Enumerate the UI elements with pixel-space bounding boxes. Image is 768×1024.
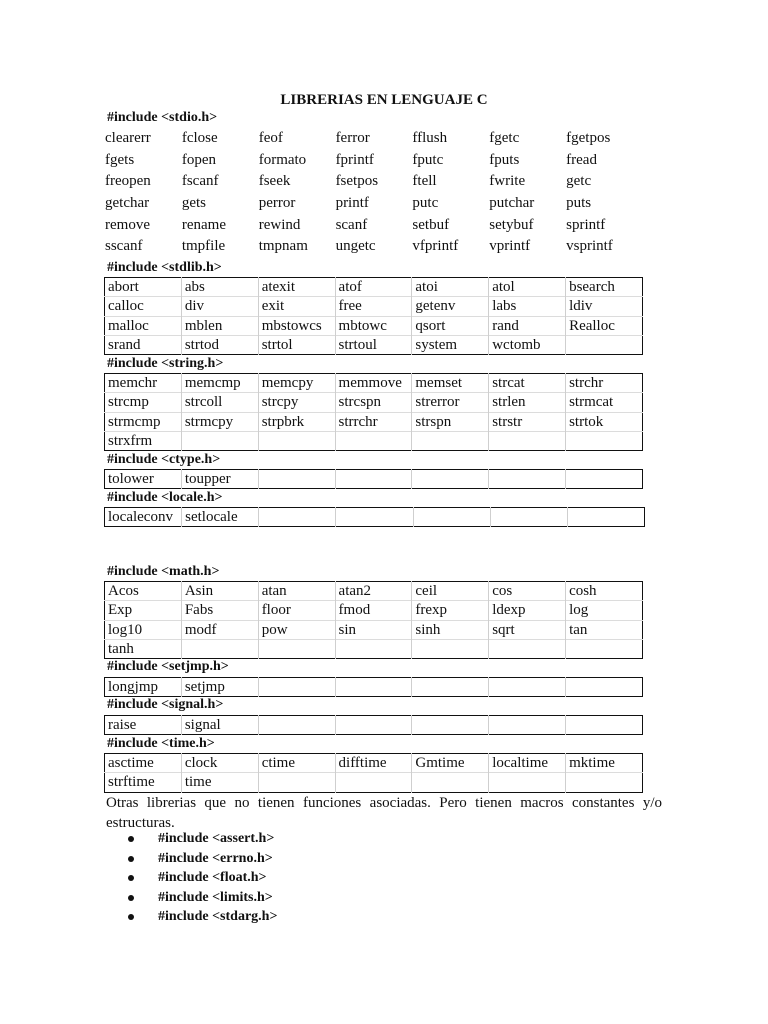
table-cell: strtod (181, 335, 258, 354)
table-cell: tanh (105, 639, 182, 658)
stdio-function: rename (181, 216, 226, 233)
stdio-function: clearerr (105, 130, 151, 146)
table-cell (412, 716, 489, 735)
table-cell (412, 431, 489, 450)
table-cell: memcmp (181, 374, 258, 393)
table-cell (258, 678, 335, 697)
table-cell: div (181, 297, 258, 316)
table-cell (335, 678, 412, 697)
ctype-table (104, 469, 643, 489)
table-cell: localtime (489, 754, 566, 773)
table-cell: bsearch (566, 278, 643, 297)
table-cell (567, 508, 644, 527)
table-cell: mktime (566, 754, 643, 773)
table-cell: mbstowcs (258, 316, 335, 335)
table-cell: strcspn (335, 393, 412, 412)
math-table (104, 581, 643, 659)
math-header: #include <math.h> (107, 564, 220, 579)
stdio-function: fread (566, 151, 597, 168)
stdio-function: sprintf (566, 216, 606, 233)
table-cell: tan (566, 620, 643, 639)
table-cell: mbtowc (335, 316, 412, 335)
table-cell: strspn (412, 412, 489, 431)
stdio-function: feof (258, 130, 283, 146)
stdio-function: freopen (105, 173, 151, 190)
signal-header: #include <signal.h> (107, 697, 224, 712)
table-cell (566, 639, 643, 658)
table-row (105, 601, 643, 620)
table-cell: strerror (412, 393, 489, 412)
table-cell: cosh (566, 582, 643, 601)
table-row (105, 754, 643, 773)
stdio-function: fclose (181, 130, 218, 146)
stdio-function: formato (258, 151, 307, 168)
stdio-function: ftell (412, 173, 437, 190)
table-cell: strcoll (181, 393, 258, 412)
table-cell (336, 508, 413, 527)
table-cell: wctomb (489, 335, 566, 354)
table-cell (258, 470, 335, 489)
stdio-function: fscanf (181, 173, 219, 190)
other-libraries-paragraph: Otras librerias que no tienen funciones asociadas. Pero tienen macros constantes y/o estructuras. (106, 795, 662, 831)
table-cell: atexit (258, 278, 335, 297)
table-cell (566, 773, 643, 792)
table-cell: ldexp (489, 601, 566, 620)
table-cell: strmcmp (105, 412, 182, 431)
table-cell (566, 716, 643, 735)
other-libraries-list (128, 829, 277, 927)
stdio-function: ferror (335, 130, 370, 146)
table-cell: sinh (412, 620, 489, 639)
stdio-function: remove (105, 216, 150, 233)
table-cell (566, 431, 643, 450)
table-cell (566, 678, 643, 697)
table-cell (412, 678, 489, 697)
table-cell (258, 639, 335, 658)
stdio-function: scanf (335, 216, 368, 233)
bullet-icon (128, 856, 134, 862)
table-row (105, 773, 643, 792)
table-cell (566, 335, 643, 354)
table-row (105, 620, 643, 639)
table-cell: free (335, 297, 412, 316)
stdio-function-grid (105, 128, 643, 258)
table-row (105, 335, 643, 354)
stdio-function: sscanf (105, 238, 143, 255)
list-item (128, 888, 277, 908)
stdlib-header: #include <stdlib.h> (107, 260, 222, 275)
table-cell: clock (181, 754, 258, 773)
table-row (105, 374, 643, 393)
table-cell: srand (105, 335, 182, 354)
table-cell: signal (181, 716, 258, 735)
table-cell: atan (258, 582, 335, 601)
stdio-function: fflush (412, 130, 448, 146)
table-cell: abs (181, 278, 258, 297)
time-table (104, 753, 643, 793)
list-item-label: #include <errno.h> (158, 850, 273, 866)
setjmp-table (104, 677, 643, 697)
table-cell: fmod (335, 601, 412, 620)
table-cell: Gmtime (412, 754, 489, 773)
table-cell: memchr (108, 375, 158, 392)
table-cell: tolower (108, 471, 154, 488)
string-header: #include <string.h> (107, 356, 224, 371)
stdio-function: putchar (489, 195, 535, 212)
table-cell: ctime (258, 754, 335, 773)
table-row (105, 316, 643, 335)
string-table (104, 373, 643, 451)
stdlib-table (104, 277, 643, 355)
table-cell: Realloc (566, 316, 643, 335)
table-cell (489, 639, 566, 658)
table-cell: strmcat (566, 393, 643, 412)
table-cell: longjmp (108, 679, 159, 696)
table-cell (335, 470, 412, 489)
table-cell (412, 639, 489, 658)
locale-header: #include <locale.h> (107, 490, 223, 505)
table-cell (335, 773, 412, 792)
table-cell (489, 678, 566, 697)
table-cell: log10 (105, 620, 182, 639)
stdio-header: #include <stdio.h> (107, 110, 218, 125)
table-cell: sin (335, 620, 412, 639)
table-cell: setjmp (181, 678, 258, 697)
table-cell: floor (258, 601, 335, 620)
table-cell: rand (489, 316, 566, 335)
time-header: #include <time.h> (107, 736, 215, 751)
table-cell: strlen (489, 393, 566, 412)
table-cell: strcmp (105, 393, 182, 412)
table-cell (181, 431, 258, 450)
table-cell: system (412, 335, 489, 354)
table-cell (335, 716, 412, 735)
table-cell: modf (181, 620, 258, 639)
stdio-function: fopen (181, 151, 216, 168)
list-item-label: #include <limits.h> (158, 889, 273, 905)
table-cell (412, 470, 489, 489)
locale-table (104, 507, 645, 527)
document-title: LIBRERIAS EN LENGUAJE C (280, 92, 488, 108)
table-cell: ldiv (566, 297, 643, 316)
stdio-function: tmpfile (181, 238, 226, 255)
table-cell (181, 639, 258, 658)
table-cell: atof (335, 278, 412, 297)
stdio-function: ungetc (335, 238, 376, 255)
table-cell: atan2 (335, 582, 412, 601)
stdio-function: vprintf (489, 238, 531, 255)
table-row (105, 297, 643, 316)
table-cell (259, 508, 336, 527)
table-row (105, 470, 643, 489)
list-item-label: #include <stdarg.h> (158, 909, 278, 924)
table-cell: strcpy (258, 393, 335, 412)
table-cell: Exp (105, 601, 182, 620)
table-row (105, 678, 643, 697)
stdio-function: fgetc (489, 130, 520, 146)
table-cell: frexp (412, 601, 489, 620)
table-cell (412, 773, 489, 792)
table-cell: getenv (412, 297, 489, 316)
table-cell: exit (258, 297, 335, 316)
table-cell (335, 639, 412, 658)
bullet-icon (128, 914, 134, 920)
stdio-function: fseek (258, 173, 291, 190)
stdio-function: rewind (258, 216, 301, 233)
bullet-icon (128, 895, 134, 901)
table-cell: malloc (105, 316, 182, 335)
table-cell: strchr (566, 374, 643, 393)
table-cell: log (566, 601, 643, 620)
table-cell: setlocale (182, 508, 259, 527)
table-row (105, 582, 643, 601)
list-item (128, 868, 277, 888)
table-cell: strtol (258, 335, 335, 354)
table-row (105, 431, 643, 450)
table-row (105, 639, 643, 658)
bullet-icon (128, 875, 134, 881)
stdio-function: gets (181, 195, 207, 212)
table-cell (489, 773, 566, 792)
stdio-function: getc (566, 173, 592, 190)
table-cell: Fabs (181, 601, 258, 620)
table-cell: raise (108, 717, 137, 734)
table-cell: atol (489, 278, 566, 297)
table-cell: Asin (181, 582, 258, 601)
table-cell (413, 508, 490, 527)
table-cell (490, 508, 567, 527)
table-cell: atoi (412, 278, 489, 297)
stdio-function: perror (258, 195, 296, 212)
ctype-header: #include <ctype.h> (107, 452, 221, 467)
table-cell: memset (412, 374, 489, 393)
stdio-function: setbuf (412, 216, 450, 233)
table-row (105, 393, 643, 412)
stdio-function: fputs (489, 151, 520, 168)
list-item (128, 829, 277, 849)
table-cell (489, 470, 566, 489)
table-cell (489, 716, 566, 735)
table-cell: ceil (412, 582, 489, 601)
stdio-function: setybuf (489, 216, 534, 233)
table-cell: strtoul (335, 335, 412, 354)
table-cell: toupper (181, 470, 258, 489)
table-cell: strrchr (335, 412, 412, 431)
table-cell (258, 716, 335, 735)
stdio-function: vsprintf (566, 238, 613, 255)
stdio-function: puts (566, 195, 592, 212)
table-cell: strstr (489, 412, 566, 431)
table-cell: strftime (105, 773, 182, 792)
bullet-icon (128, 836, 134, 842)
table-row (105, 412, 643, 431)
table-cell (258, 773, 335, 792)
table-cell (489, 431, 566, 450)
list-item-label: #include <float.h> (158, 870, 267, 885)
table-cell: abort (108, 279, 139, 296)
table-cell (258, 431, 335, 450)
table-cell: strpbrk (258, 412, 335, 431)
table-cell (566, 470, 643, 489)
table-cell: Acos (108, 583, 139, 600)
table-cell: cos (489, 582, 566, 601)
table-cell: memmove (335, 374, 412, 393)
table-cell: localeconv (108, 509, 173, 526)
table-cell: strtok (566, 412, 643, 431)
stdio-function: printf (335, 195, 369, 212)
stdio-function: fprintf (335, 151, 374, 168)
stdio-function: fgetpos (566, 130, 611, 146)
signal-table (104, 715, 643, 735)
stdio-function: getchar (105, 195, 150, 212)
table-cell: labs (489, 297, 566, 316)
stdio-function: fputc (412, 151, 444, 168)
table-cell: strcat (489, 374, 566, 393)
table-cell: sqrt (489, 620, 566, 639)
table-cell (335, 431, 412, 450)
table-cell: memcpy (258, 374, 335, 393)
table-cell: calloc (105, 297, 182, 316)
list-item (128, 849, 277, 869)
stdio-function: fgets (105, 151, 135, 168)
table-cell: time (181, 773, 258, 792)
table-row (105, 278, 643, 297)
list-item-label: #include <assert.h> (158, 831, 275, 846)
table-cell: pow (258, 620, 335, 639)
table-row (105, 716, 643, 735)
setjmp-header: #include <setjmp.h> (107, 659, 229, 674)
stdio-function: putc (412, 195, 439, 212)
table-cell: mblen (181, 316, 258, 335)
table-cell: qsort (412, 316, 489, 335)
stdio-function: vfprintf (412, 238, 459, 255)
list-item (128, 907, 277, 927)
table-cell: strxfrm (105, 431, 182, 450)
table-cell: asctime (108, 755, 154, 772)
stdio-function: fwrite (489, 173, 526, 190)
table-cell: strmcpy (181, 412, 258, 431)
stdio-function: fsetpos (335, 173, 379, 190)
table-cell: difftime (335, 754, 412, 773)
table-row (105, 508, 645, 527)
stdio-function: tmpnam (258, 238, 308, 255)
